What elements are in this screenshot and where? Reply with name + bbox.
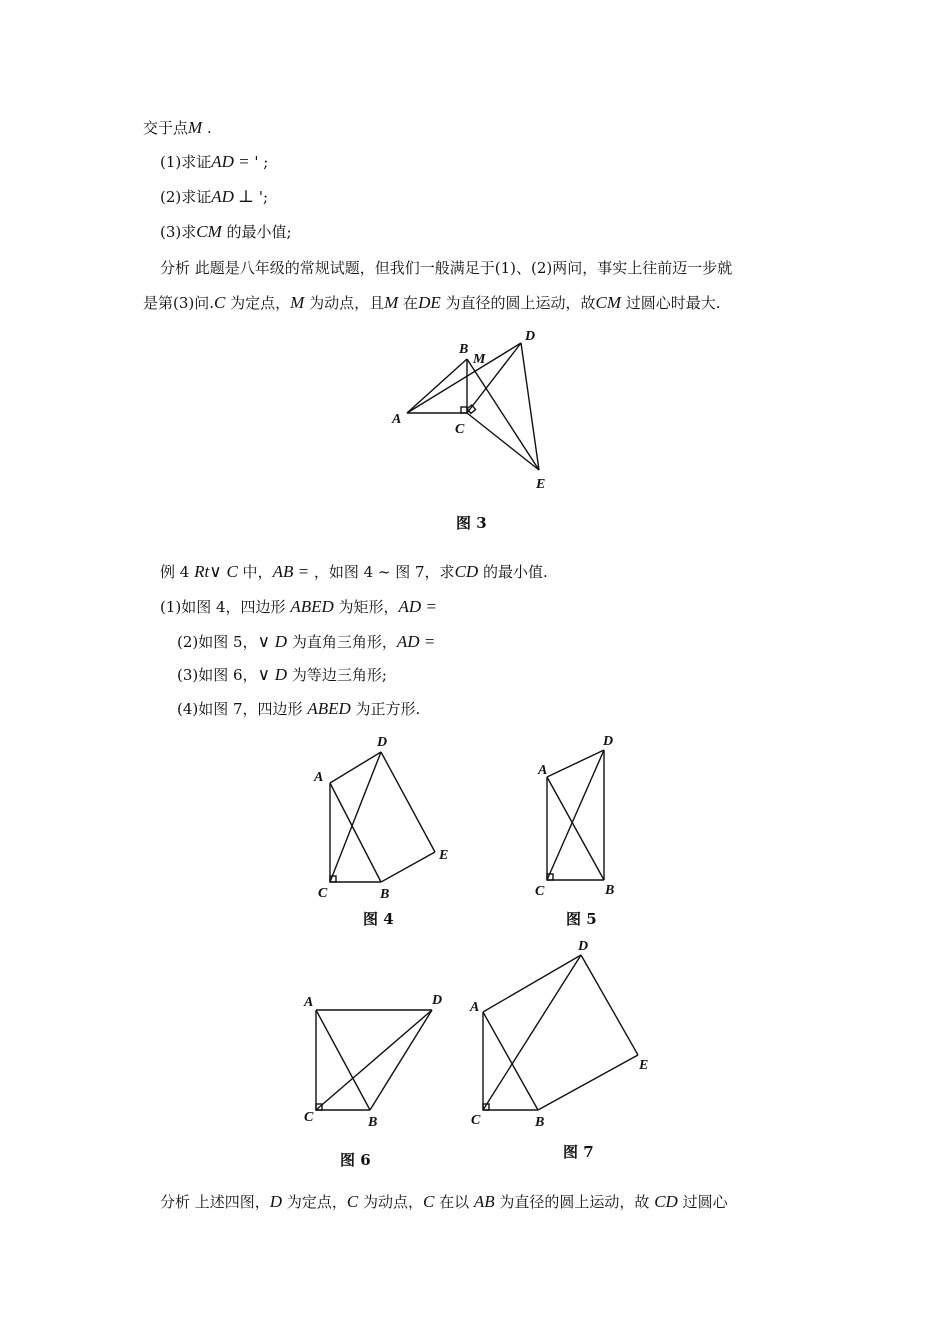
case-3: (3)如图 6，∨ D 为等边三角形; bbox=[177, 665, 387, 684]
fig4-caption: 图 4 bbox=[363, 910, 394, 928]
question-1: (1)求证AD = ' ; bbox=[160, 152, 269, 171]
fig3-caption: 图 3 bbox=[456, 514, 487, 532]
fig3-label-e: E bbox=[536, 477, 546, 492]
fig5-segment-cd bbox=[547, 750, 604, 880]
analysis-1-line-b: 是第(3)问.C 为定点，M 为动点，且M 在DE 为直径的圆上运动，故CM 过圆心时最大. bbox=[143, 293, 721, 312]
fig3-right-angle bbox=[461, 407, 467, 413]
fig4-segment-ad bbox=[330, 752, 381, 783]
fig4-segment-ab bbox=[330, 783, 381, 882]
fig3-segment-ce bbox=[467, 413, 539, 470]
fig7-label-c: C bbox=[471, 1113, 481, 1128]
fig6-label-b: B bbox=[368, 1115, 378, 1128]
example-4: 例 4 Rt∨ C 中，AB = ，如图 4 ~ 图 7，求CD 的最小值. bbox=[160, 562, 548, 581]
fig3-segment-de bbox=[521, 343, 539, 470]
fig6-caption: 图 6 bbox=[340, 1151, 371, 1169]
figure-6 bbox=[298, 988, 453, 1128]
fig7-caption: 图 7 bbox=[563, 1143, 594, 1161]
fig7-label-a: A bbox=[470, 1000, 480, 1015]
fig5-label-d: D bbox=[603, 734, 614, 749]
fig4-label-d: D bbox=[377, 735, 388, 750]
fig3-segment-be bbox=[467, 359, 539, 470]
fig6-segment-ab bbox=[316, 1010, 370, 1110]
fig4-segment-be bbox=[381, 852, 435, 882]
fig7-label-d: D bbox=[578, 939, 589, 954]
figure-4 bbox=[305, 728, 460, 903]
fig7-segment-be bbox=[538, 1055, 638, 1110]
fig4-label-a: A bbox=[314, 770, 324, 785]
figure-7 bbox=[465, 933, 655, 1133]
question-3: (3)求CM 的最小值; bbox=[160, 222, 292, 241]
fig5-label-c: C bbox=[535, 884, 545, 899]
fig5-segment-ab bbox=[547, 777, 604, 880]
text-line-1: 交于点M . bbox=[143, 118, 212, 137]
case-1: (1)如图 4，四边形 ABED 为矩形，AD = bbox=[160, 597, 437, 616]
case-4: (4)如图 7，四边形 ABED 为正方形. bbox=[177, 699, 421, 718]
fig6-label-a: A bbox=[304, 995, 314, 1010]
figure-3 bbox=[385, 322, 565, 497]
fig5-label-b: B bbox=[605, 883, 615, 898]
case-2: (2)如图 5，∨ D 为直角三角形，AD = bbox=[177, 632, 436, 651]
fig4-segment-cd bbox=[330, 752, 381, 882]
fig3-label-d: D bbox=[525, 329, 536, 344]
figure-5 bbox=[530, 728, 630, 903]
question-2: (2)求证AD ⊥ '; bbox=[160, 187, 269, 206]
fig3-label-b: B bbox=[459, 342, 469, 357]
fig4-label-b: B bbox=[380, 887, 390, 902]
analysis-1-line-a: 分析 此题是八年级的常规试题，但我们一般满足于(1)、(2)两问，事实上往前迈一步就 bbox=[160, 259, 733, 277]
fig4-label-e: E bbox=[439, 848, 449, 863]
fig3-label-c: C bbox=[455, 422, 465, 437]
fig5-label-a: A bbox=[538, 763, 548, 778]
fig7-segment-cd bbox=[483, 955, 581, 1110]
fig7-segment-ab bbox=[483, 1012, 538, 1110]
fig3-segment-ab bbox=[407, 359, 467, 413]
analysis-2: 分析 上述四图，D 为定点，C 为动点，C 在以 AB 为直径的圆上运动，故 CD 过圆心 bbox=[160, 1192, 728, 1211]
fig7-label-b: B bbox=[535, 1115, 545, 1130]
fig4-label-c: C bbox=[318, 886, 328, 901]
fig7-segment-de bbox=[581, 955, 638, 1055]
fig7-segment-ad bbox=[483, 955, 581, 1012]
fig6-segment-cd bbox=[316, 1010, 432, 1110]
fig3-label-a: A bbox=[392, 412, 402, 427]
fig6-label-c: C bbox=[304, 1110, 314, 1125]
fig7-label-e: E bbox=[639, 1058, 649, 1073]
fig4-segment-de bbox=[381, 752, 435, 852]
fig5-caption: 图 5 bbox=[566, 910, 597, 928]
fig6-label-d: D bbox=[432, 993, 443, 1008]
fig3-label-m: M bbox=[473, 352, 486, 367]
fig6-segment-bd bbox=[370, 1010, 432, 1110]
fig5-segment-ad bbox=[547, 750, 604, 777]
